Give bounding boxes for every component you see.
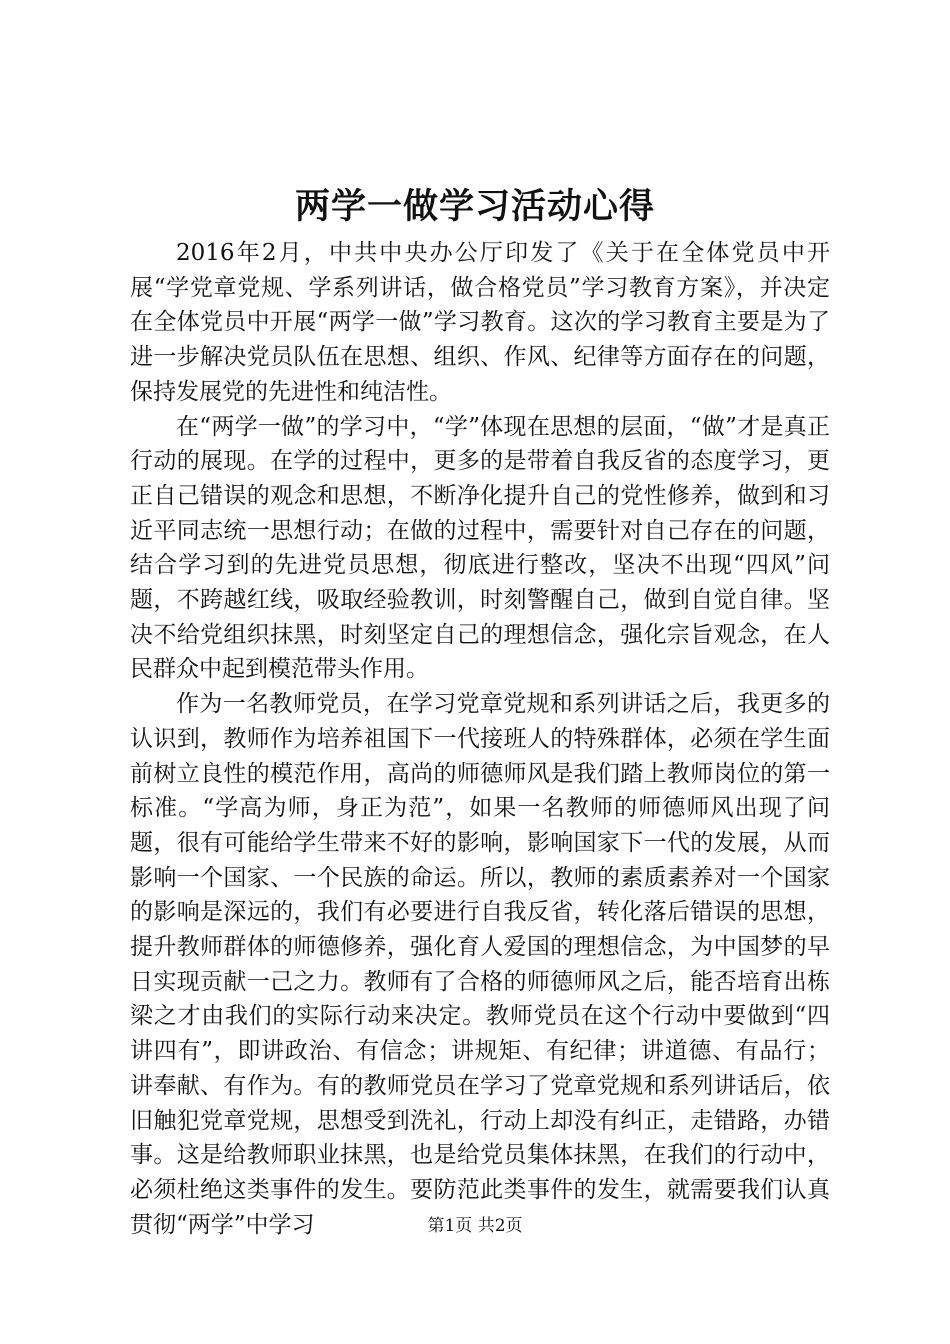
paragraph-1: 2016年2月，中共中央办公厅印发了《关于在全体党员中开展“学党章党规、学系列讲话，做合格党员”学习教育方案》，并决定在全体党员中开展“两学一做”学习教育。这次的学习教育主要是为了进一步解决党员队伍在思想、组织、作风、纪律等方面存在的问题，保持发展党的先进性和纯洁性。 bbox=[130, 240, 830, 405]
page-number-footer: 第1页 共2页 bbox=[427, 1216, 523, 1236]
document-title: 两学一做学习活动心得 bbox=[294, 186, 655, 227]
paragraph-3: 作为一名教师党员，在学习党章党规和系列讲话之后，我更多的认识到，教师作为培养祖国下一代接班人的特殊群体，必须在学生面前树立良性的模范作用，高尚的师德师风是我们踏上教师岗位的第一标准。“学高为师，身正为范”，如果一名教师的师德师风出现了问题，很有可能给学生带来不好的影响，影响国家下一代的发展，从而影响一个国家、一个民族的命运。所以，教师的素质素养对一个国家的影响是深远的，我们有必要进行自我反省，转化落后错误的思想，提升教师群体的师德修养，强化育人爱国的理想信念，为中国梦的早日实现贡献一己之力。教师有了合格的师德师风之后，能否培育出栋梁之才由我们的实际行动来决定。教师党员在这个行动中要做到“四讲四有”，即讲政治、有信念；讲规矩、有纪律；讲道德、有品行；讲奉献、有作为。有的教师党员在学习了党章党规和系列讲话后，依旧触犯党章党规，思想受到洗礼，行动上却没有纠正，走错路，办错事。这是给教师职业抹黑，也是给党员集体抹黑，在我们的行动中，必须杜绝这类事件的发生。要防范此类事件的发生，就需要我们认真贯彻“两学”中学习 bbox=[130, 691, 830, 1238]
paragraph-2: 在“两学一做”的学习中，“学”体现在思想的层面，“做”才是真正行动的展现。在学的过程中，更多的是带着自我反省的态度学习，更正自己错误的观念和思想，不断净化提升自己的党性修养，做到和习近平同志统一思想行动；在做的过程中，需要针对自己存在的问题，结合学习到的先进党员思想，彻底进行整改，坚决不出现“四风”问题，不跨越红线，吸取经验教训，时刻警醒自己，做到自觉自律。坚决不给党组织抹黑，时刻坚定自己的理想信念，强化宗旨观念，在人民群众中起到模范带头作用。 bbox=[130, 413, 830, 683]
document-body bbox=[130, 236, 830, 1242]
